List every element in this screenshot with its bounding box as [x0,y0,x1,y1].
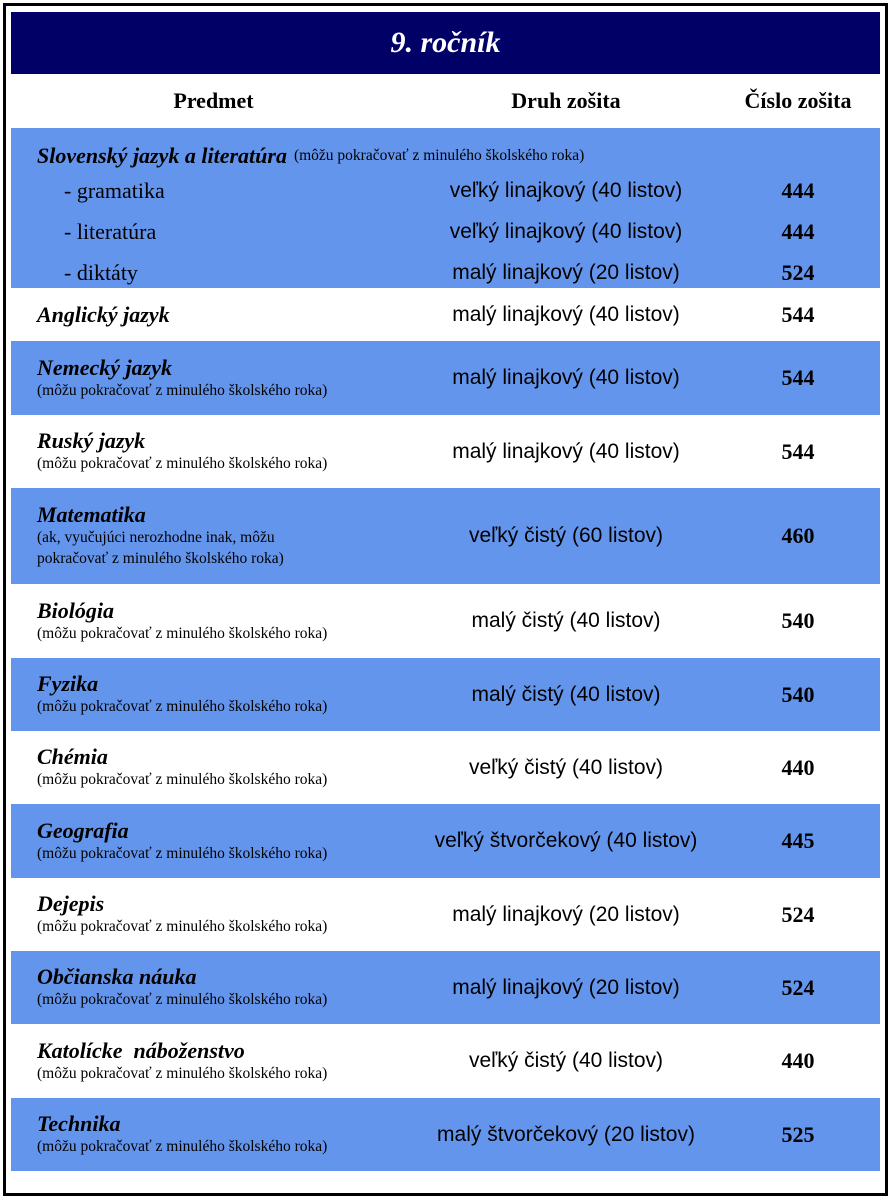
subject-note: (môžu pokračovať z minulého školského roka) [37,771,328,788]
notebook-number: 460 [781,523,815,548]
subject-name: Dejepis [37,891,105,916]
notebook-type: veľký čistý (40 listov) [469,755,663,779]
notebook-table [11,12,880,1171]
subject-note: (môžu pokračovať z minulého školského roka) [37,624,328,642]
subject-name: Matematika [37,502,146,527]
subject-name: Technika [37,1111,121,1136]
subject-name: Anglický jazyk [37,301,170,327]
notebook-type: veľký štvorčekový (40 listov) [434,829,698,852]
subject-note: (môžu pokračovať z minulého školského roka) [37,844,328,862]
table-row [11,288,880,341]
subject-note: (môžu pokračovať z minulého školského roka) [37,381,328,399]
notebook-number: 540 [781,681,815,707]
subject-note: (môžu pokračovať z minulého školského roka) [37,1064,328,1082]
page-frame [3,3,888,1196]
notebook-number: 525 [781,1121,815,1147]
table-row [11,731,880,804]
subject-note: (môžu pokračovať z minulého školského roka) [37,1138,328,1155]
notebook-type: veľký čistý (40 listov) [469,1049,663,1072]
subject-note: (môžu pokračovať z minulého školského roka) [37,455,328,472]
grade-title: 9. ročník [11,12,880,74]
table-header [11,74,880,128]
subject-name: Slovenský jazyk a literatúra [37,143,287,168]
table-subrow [11,170,880,211]
subrow-name: - diktáty [64,259,138,285]
subject-name: Ruský jazyk [37,428,146,453]
notebook-number: 544 [781,301,815,327]
table-row [11,1024,880,1098]
table-subrow [11,211,880,252]
subject-note: (môžu pokračovať z minulého školského roka) [37,991,328,1008]
header-subject: Predmet [173,88,254,113]
notebook-number: 444 [781,218,815,244]
subject-note: (môžu pokračovať z minulého školského roka) [293,147,585,164]
subject-name: Chémia [37,744,108,769]
notebook-type: veľký čistý (60 listov) [469,524,663,547]
table-row [11,878,880,951]
notebook-type: malý linajkový (40 listov) [452,439,680,463]
notebook-number: 524 [781,259,815,285]
table-row [11,584,880,658]
table-row-slovak [11,128,880,288]
subrow-name: - gramatika [64,177,165,203]
table-row [11,804,880,878]
notebook-type: malý linajkový (20 listov) [452,902,680,926]
table-row [11,951,880,1024]
notebook-number: 544 [781,365,815,390]
notebook-type: veľký linajkový (40 listov) [449,219,683,243]
table-row [11,488,880,584]
subrow-name: - literatúra [64,218,157,244]
header-number: Číslo zošita [744,88,852,113]
notebook-number: 524 [781,974,815,1000]
subject-name: Fyzika [37,671,99,696]
notebook-type: malý štvorčekový (20 listov) [437,1122,695,1146]
subject-name: Nemecký jazyk [37,354,172,380]
notebook-type: malý čistý (40 listov) [471,609,661,632]
subject-name: Katolícke náboženstvo [37,1037,245,1063]
slovak-title [11,142,880,170]
subject-note: (môžu pokračovať z minulého školského roka) [37,918,328,935]
notebook-type: malý linajkový (40 listov) [452,366,680,389]
notebook-type: malý čistý (40 listov) [471,682,661,706]
notebook-type: veľký linajkový (40 listov) [449,178,683,202]
table-row [11,658,880,731]
notebook-type: malý linajkový (40 listov) [452,302,680,326]
notebook-type: malý linajkový (20 listov) [452,260,680,284]
subject-name: Občianska náuka [37,964,197,989]
subject-name: Biológia [37,597,115,623]
table-row [11,341,880,415]
notebook-number: 445 [781,828,815,853]
table-row [11,415,880,488]
table-row [11,1098,880,1171]
table-subrow [11,252,880,293]
notebook-number: 540 [781,608,815,633]
notebook-number: 444 [781,177,815,203]
notebook-number: 524 [781,901,815,927]
notebook-type: malý linajkový (20 listov) [452,975,680,999]
notebook-number: 440 [781,754,815,780]
subject-name: Geografia [37,817,129,843]
notebook-number: 440 [781,1048,815,1073]
header-type: Druh zošita [511,88,621,113]
subject-note: (môžu pokračovať z minulého školského roka) [37,698,328,715]
notebook-number: 544 [781,438,815,464]
subject-note: (ak, vyučujúci nerozhodne inak, môžu pokračovať z minulého školského roka) [37,529,284,567]
